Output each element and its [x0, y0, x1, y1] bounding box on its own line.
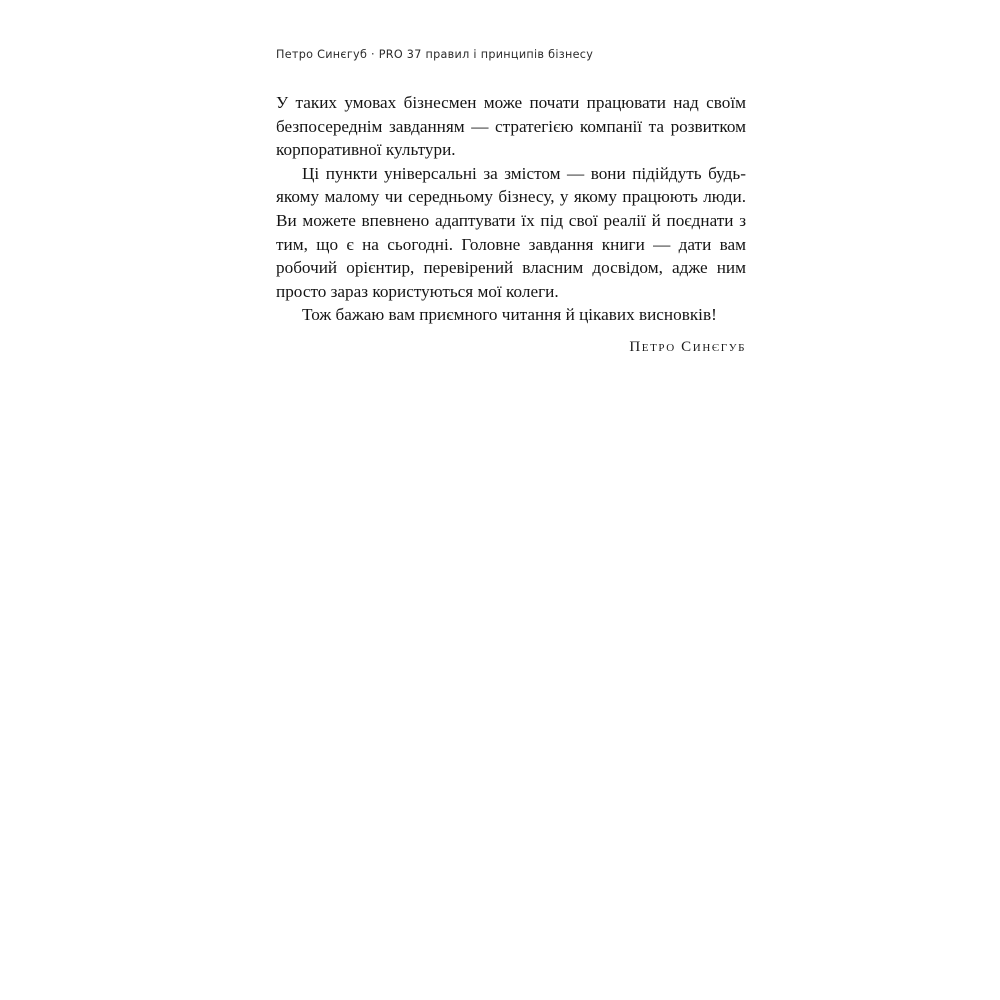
author-signature: Петро Синєгуб — [629, 338, 746, 355]
paragraph: У таких умовах бізнесмен може почати працювати над своїм безпосереднім завданням — стратегією компанії та розвитком корпоративної культури. — [276, 93, 746, 160]
page-content — [276, 48, 746, 356]
paragraph: Тож бажаю вам приємного читання й цікавих висновків! — [302, 305, 717, 325]
body-text — [276, 91, 746, 327]
running-head: Петро Синєгуб · PRO 37 правил і принципів бізнесу — [276, 48, 594, 61]
paragraph: Ці пункти універсальні за змістом — вони підійдуть будь-якому малому чи середньому бізнесу, у якому працюють люди. Ви можете впевнено адаптувати їх під свої реалії й поєднати з тим, що є на сьогодні. Головне завдання книги — дати вам робочий орієнтир, перевірений власним досвідом, адже ним просто зараз користуються мої колеги. — [276, 163, 746, 301]
